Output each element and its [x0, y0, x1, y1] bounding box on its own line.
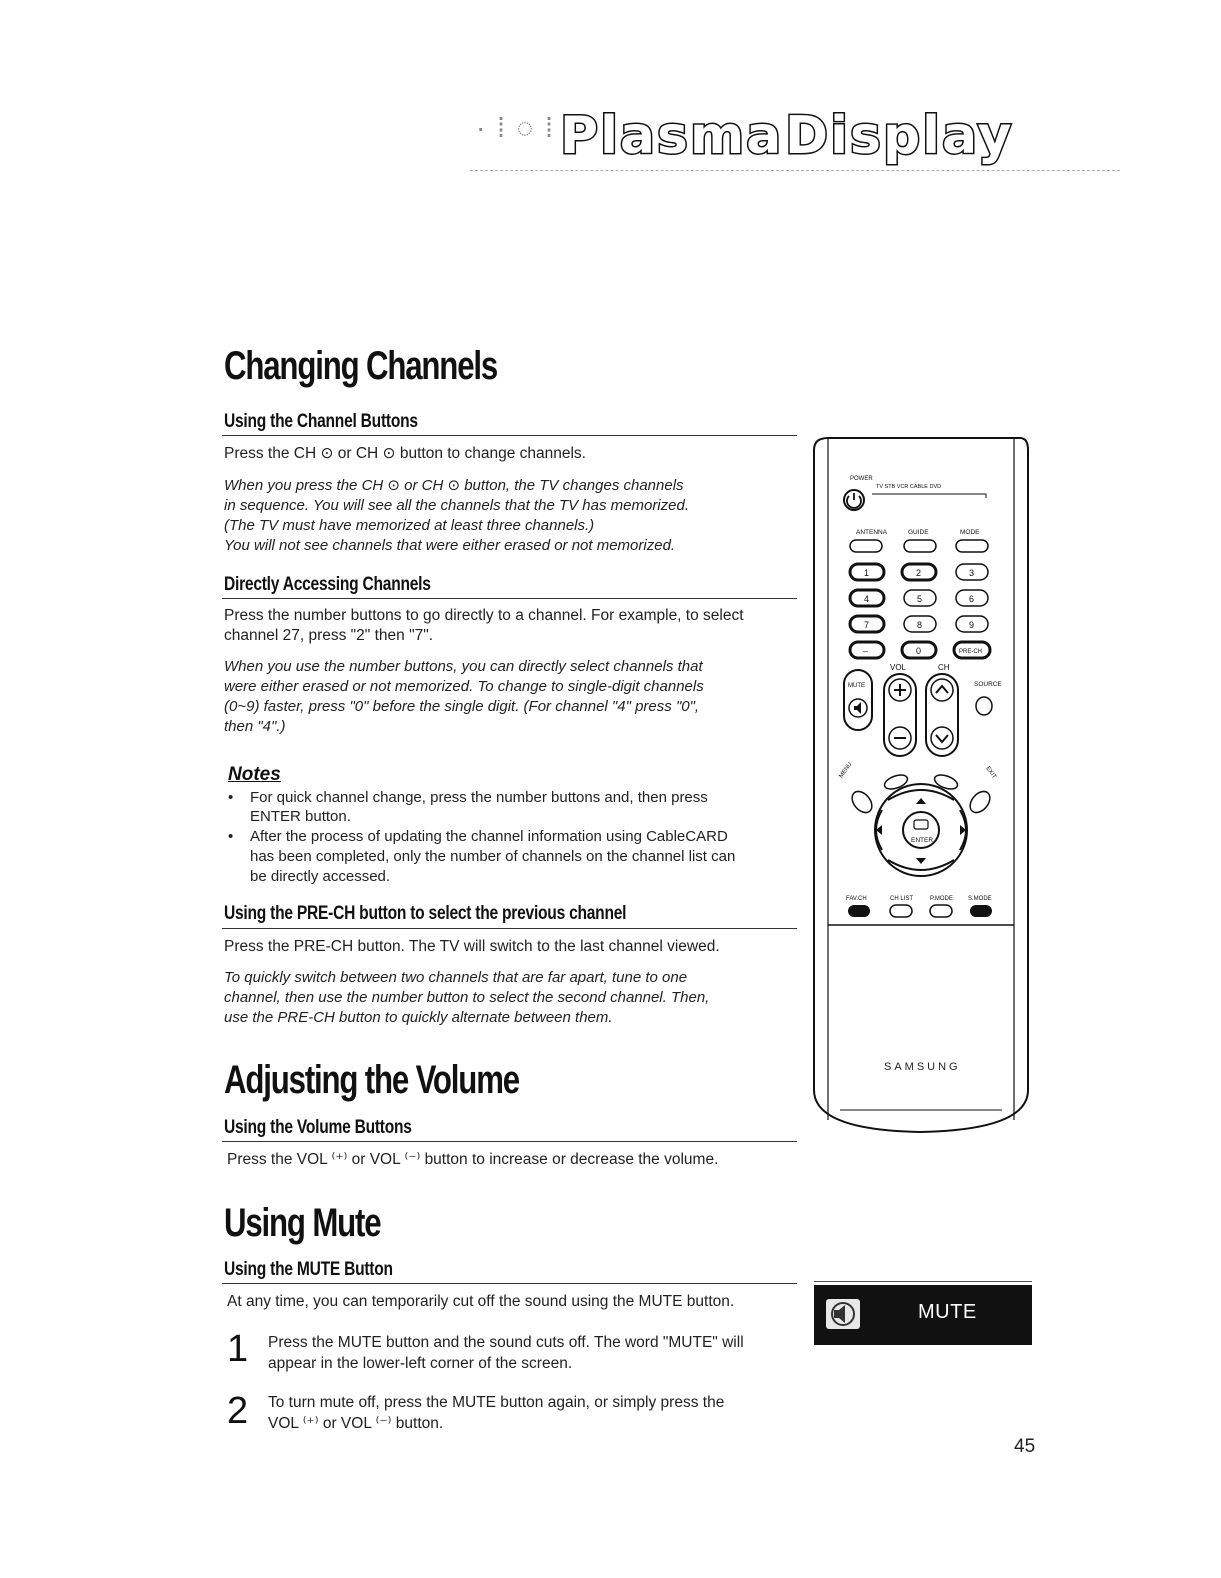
antenna-button — [850, 540, 882, 552]
smode-label: S.MODE — [968, 896, 992, 902]
remote-svg — [810, 430, 1035, 1140]
page-number: 45 — [1014, 1436, 1036, 1457]
bullet-dot: • — [228, 789, 234, 806]
paragraph: Press the number buttons to go directly to a channel. For example, to select — [224, 607, 744, 624]
paragraph: Press the CH ⊙ or CH ⊙ button to change channels. — [224, 445, 586, 462]
exit-label: EXIT — [984, 765, 997, 781]
note-text: After the process of updating the channel information using CableCARD — [250, 828, 728, 845]
key-label: 2 — [916, 568, 922, 578]
divider — [222, 1141, 797, 1142]
italic-line: channel, then use the number button to select the second channel. Then, — [224, 989, 710, 1006]
key-label: – — [863, 646, 869, 656]
key-label: 1 — [864, 568, 870, 578]
italic-line: were either erased or not memorized. To change to single-digit channels — [224, 678, 704, 695]
subheading-directly-accessing: Directly Accessing Channels — [224, 574, 431, 595]
guide-button — [904, 540, 936, 552]
divider — [222, 1283, 797, 1284]
key-label: 3 — [969, 568, 975, 578]
power-label: POWER — [850, 476, 873, 482]
italic-line: (The TV must have memorized at least three channels.) — [224, 517, 595, 534]
key-label: 7 — [864, 620, 870, 630]
italic-line: in sequence. You will see all the channels that the TV has memorized. — [224, 497, 689, 514]
ch-down-icon — [931, 727, 953, 749]
guide-label: GUIDE — [908, 529, 929, 536]
step-text: To turn mute off, press the MUTE button again, or simply press the — [268, 1394, 725, 1411]
divider — [222, 598, 797, 599]
key-label: 6 — [969, 594, 975, 604]
italic-line: You will not see channels that were either erased or not memorized. — [224, 537, 676, 554]
pmode-button — [930, 905, 952, 917]
header-underline — [470, 170, 1120, 171]
pmode-label: P.MODE — [930, 896, 953, 902]
source-button — [976, 697, 992, 715]
favch-label: FAV.CH — [846, 896, 867, 902]
notes-title: Notes — [228, 764, 281, 785]
note-bullet — [228, 827, 798, 847]
mode-label: MODE — [960, 529, 980, 536]
divider — [222, 435, 797, 436]
paragraph: channel 27, press "2" then "7". — [224, 627, 434, 644]
key-label: 8 — [917, 620, 923, 630]
source-label: SOURCE — [974, 681, 1002, 688]
mute-label: MUTE — [848, 683, 865, 689]
note-bullet — [228, 788, 788, 808]
speaker-mute-icon — [826, 1299, 860, 1329]
mode-selector-labels: TV STB VCR CABLE DVD — [876, 484, 942, 490]
section-title-adjusting-volume: Adjusting the Volume — [224, 1058, 519, 1102]
subheading-volume-buttons: Using the Volume Buttons — [224, 1117, 412, 1138]
italic-line: use the PRE-CH button to quickly alternate between them. — [224, 1009, 613, 1026]
italic-line: When you press the CH ⊙ or CH ⊙ button, the TV changes channels — [224, 477, 684, 494]
key-label: 5 — [917, 594, 923, 604]
paragraph: Press the VOL ⁽⁺⁾ or VOL ⁽⁻⁾ button to increase or decrease the volume. — [227, 1151, 719, 1168]
subheading-mute-button: Using the MUTE Button — [224, 1259, 393, 1280]
header-word-display: Display — [785, 106, 1014, 166]
chlist-button — [890, 905, 912, 917]
note-text: has been completed, only the number of channels on the channel list can — [250, 848, 736, 865]
brand-logo: SAMSUNG — [884, 1061, 961, 1073]
mute-osd-icon — [826, 1299, 860, 1329]
italic-line: To quickly switch between two channels that are far apart, tune to one — [224, 969, 688, 986]
speaker-shape — [834, 1305, 845, 1323]
mode-button — [956, 540, 988, 552]
remote-control-illustration — [810, 430, 1035, 1140]
step-number: 1 — [227, 1328, 249, 1370]
paragraph: At any time, you can temporarily cut off the sound using the MUTE button. — [227, 1293, 735, 1310]
favch-button — [848, 905, 870, 917]
menu-label: MENU — [838, 761, 854, 780]
step-text: appear in the lower-left corner of the screen. — [268, 1355, 573, 1372]
header-word-plasma: Plasma — [560, 106, 784, 166]
note-text: be directly accessed. — [250, 868, 391, 885]
section-title-using-mute: Using Mute — [224, 1201, 381, 1245]
key-label: 0 — [916, 646, 922, 656]
osd-top-border — [814, 1281, 1032, 1282]
italic-line: then "4".) — [224, 718, 286, 735]
key-label: PRE-CH — [959, 649, 983, 655]
paragraph: Press the PRE-CH button. The TV will switch to the last channel viewed. — [224, 938, 720, 955]
step-text: VOL ⁽⁺⁾ or VOL ⁽⁻⁾ button. — [268, 1415, 444, 1432]
step-text: Press the MUTE button and the sound cuts off. The word "MUTE" will — [268, 1334, 744, 1351]
note-text: For quick channel change, press the number buttons and, then press — [250, 789, 708, 806]
step-number: 2 — [227, 1390, 249, 1432]
enter-label: ENTER — [911, 837, 934, 844]
header-decoration: · ⁞ ◌ ⁞ · — [476, 112, 576, 143]
key-label: 4 — [864, 594, 870, 604]
subheading-channel-buttons: Using the Channel Buttons — [224, 411, 418, 432]
divider — [222, 928, 797, 929]
note-text: ENTER button. — [250, 808, 351, 825]
vol-label: VOL — [890, 663, 907, 672]
ch-label: CH — [938, 663, 950, 672]
subheading-prech: Using the PRE-CH button to select the previous channel — [224, 903, 627, 924]
italic-line: When you use the number buttons, you can directly select channels that — [224, 658, 703, 675]
mute-osd-display — [814, 1285, 1032, 1345]
italic-line: (0~9) faster, press "0" before the single digit. (For channel "4" press "0", — [224, 698, 700, 715]
chlist-label: CH LIST — [890, 896, 914, 902]
bullet-dot: • — [228, 828, 234, 845]
key-label: 9 — [969, 620, 975, 630]
mute-osd-label: MUTE — [918, 1301, 977, 1323]
ch-up-icon — [931, 679, 953, 701]
antenna-label: ANTENNA — [856, 529, 888, 536]
smode-button — [970, 905, 992, 917]
section-title-changing-channels: Changing Channels — [224, 344, 498, 388]
